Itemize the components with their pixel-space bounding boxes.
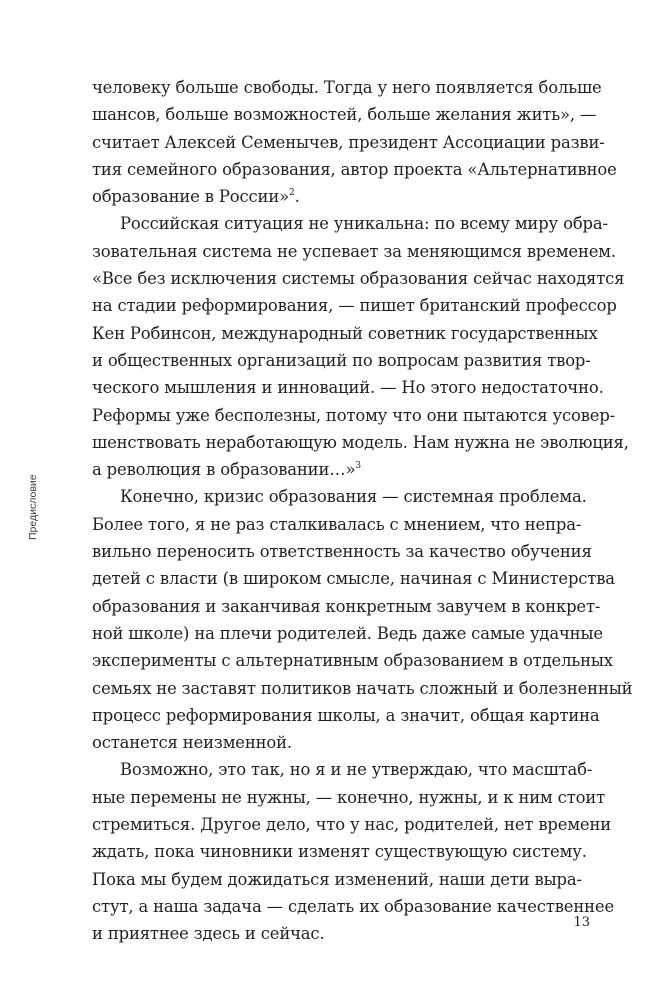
footnote-ref[interactable]: 3 bbox=[355, 461, 361, 472]
text-line: детей с власти (в широком смысле, начиная с Министерства bbox=[92, 569, 615, 589]
text-line: процесс реформирования школы, а значит, общая картина bbox=[92, 705, 600, 725]
text-line: вильно переносить ответственность за качество обучения bbox=[92, 542, 592, 562]
text-line-end: . bbox=[294, 187, 300, 207]
text-line: и приятнее здесь и сейчас. bbox=[92, 924, 325, 944]
paragraph-1 bbox=[92, 74, 617, 210]
text-line: «Все без исключения системы образования сейчас находятся bbox=[92, 269, 625, 289]
text-line: останется неизменной. bbox=[92, 733, 292, 753]
text-line: Конечно, кризис образования — системная проблема. bbox=[120, 487, 587, 507]
text-line bbox=[92, 183, 578, 210]
text-line: и общественных организаций по вопросам развития твор- bbox=[92, 350, 591, 370]
text-line: Возможно, это так, но я и не утверждаю, что масштаб- bbox=[120, 760, 593, 780]
text-line bbox=[92, 456, 578, 483]
running-head: Предисловие bbox=[27, 474, 39, 540]
text-line: ческого мышления и инноваций. — Но этого недостаточно. bbox=[92, 378, 604, 398]
text-line: на стадии реформирования, — пишет британский профессор bbox=[92, 296, 617, 316]
text-line: семьях не заставят политиков начать сложный и болезненный bbox=[92, 678, 633, 698]
page-number: 13 bbox=[573, 915, 590, 930]
text-line: образования и заканчивая конкретным завучем в конкрет- bbox=[92, 596, 601, 616]
paragraph-2 bbox=[92, 210, 629, 483]
text-line-content: образование в России» bbox=[92, 187, 289, 207]
footnote-ref[interactable]: 2 bbox=[289, 188, 295, 199]
text-line: Реформы уже бесполезны, потому что они пытаются усовер- bbox=[92, 405, 616, 425]
text-line: Российская ситуация не уникальна: по всему миру обра- bbox=[120, 214, 608, 234]
text-line: шансов, больше возможностей, больше желания жить», — bbox=[92, 105, 597, 125]
text-line: стут, а наша задача — сделать их образование качественнее bbox=[92, 896, 615, 916]
text-line: тия семейного образования, автор проекта «Альтернативное bbox=[92, 159, 617, 179]
text-line-content: а революция в образовании…» bbox=[92, 460, 356, 480]
text-line: Кен Робинсон, международный советник государственных bbox=[92, 323, 598, 343]
text-line: эксперименты с альтернативным образованием в отдельных bbox=[92, 651, 613, 671]
text-line: стремиться. Другое дело, что у нас, родителей, нет времени bbox=[92, 815, 612, 835]
text-line: Более того, я не раз сталкивалась с мнением, что непра- bbox=[92, 514, 582, 534]
text-line: Пока мы будем дожидаться изменений, наши дети выра- bbox=[92, 869, 582, 889]
text-line: ждать, пока чиновники изменят существующую систему. bbox=[92, 842, 587, 862]
text-line: ные перемены не нужны, — конечно, нужны, и к ним стоит bbox=[92, 787, 606, 807]
text-line: зовательная система не успевает за меняющимся временем. bbox=[92, 241, 616, 261]
text-line: ной школе) на плечи родителей. Ведь даже самые удачные bbox=[92, 623, 603, 643]
paragraph-3 bbox=[92, 483, 633, 756]
text-line: человеку больше свободы. Тогда у него появляется больше bbox=[92, 78, 602, 97]
text-line: считает Алексей Семенычев, президент Ассоциации разви- bbox=[92, 132, 605, 152]
text-line: шенствовать неработающую модель. Нам нужна не эволюция, bbox=[92, 432, 629, 452]
